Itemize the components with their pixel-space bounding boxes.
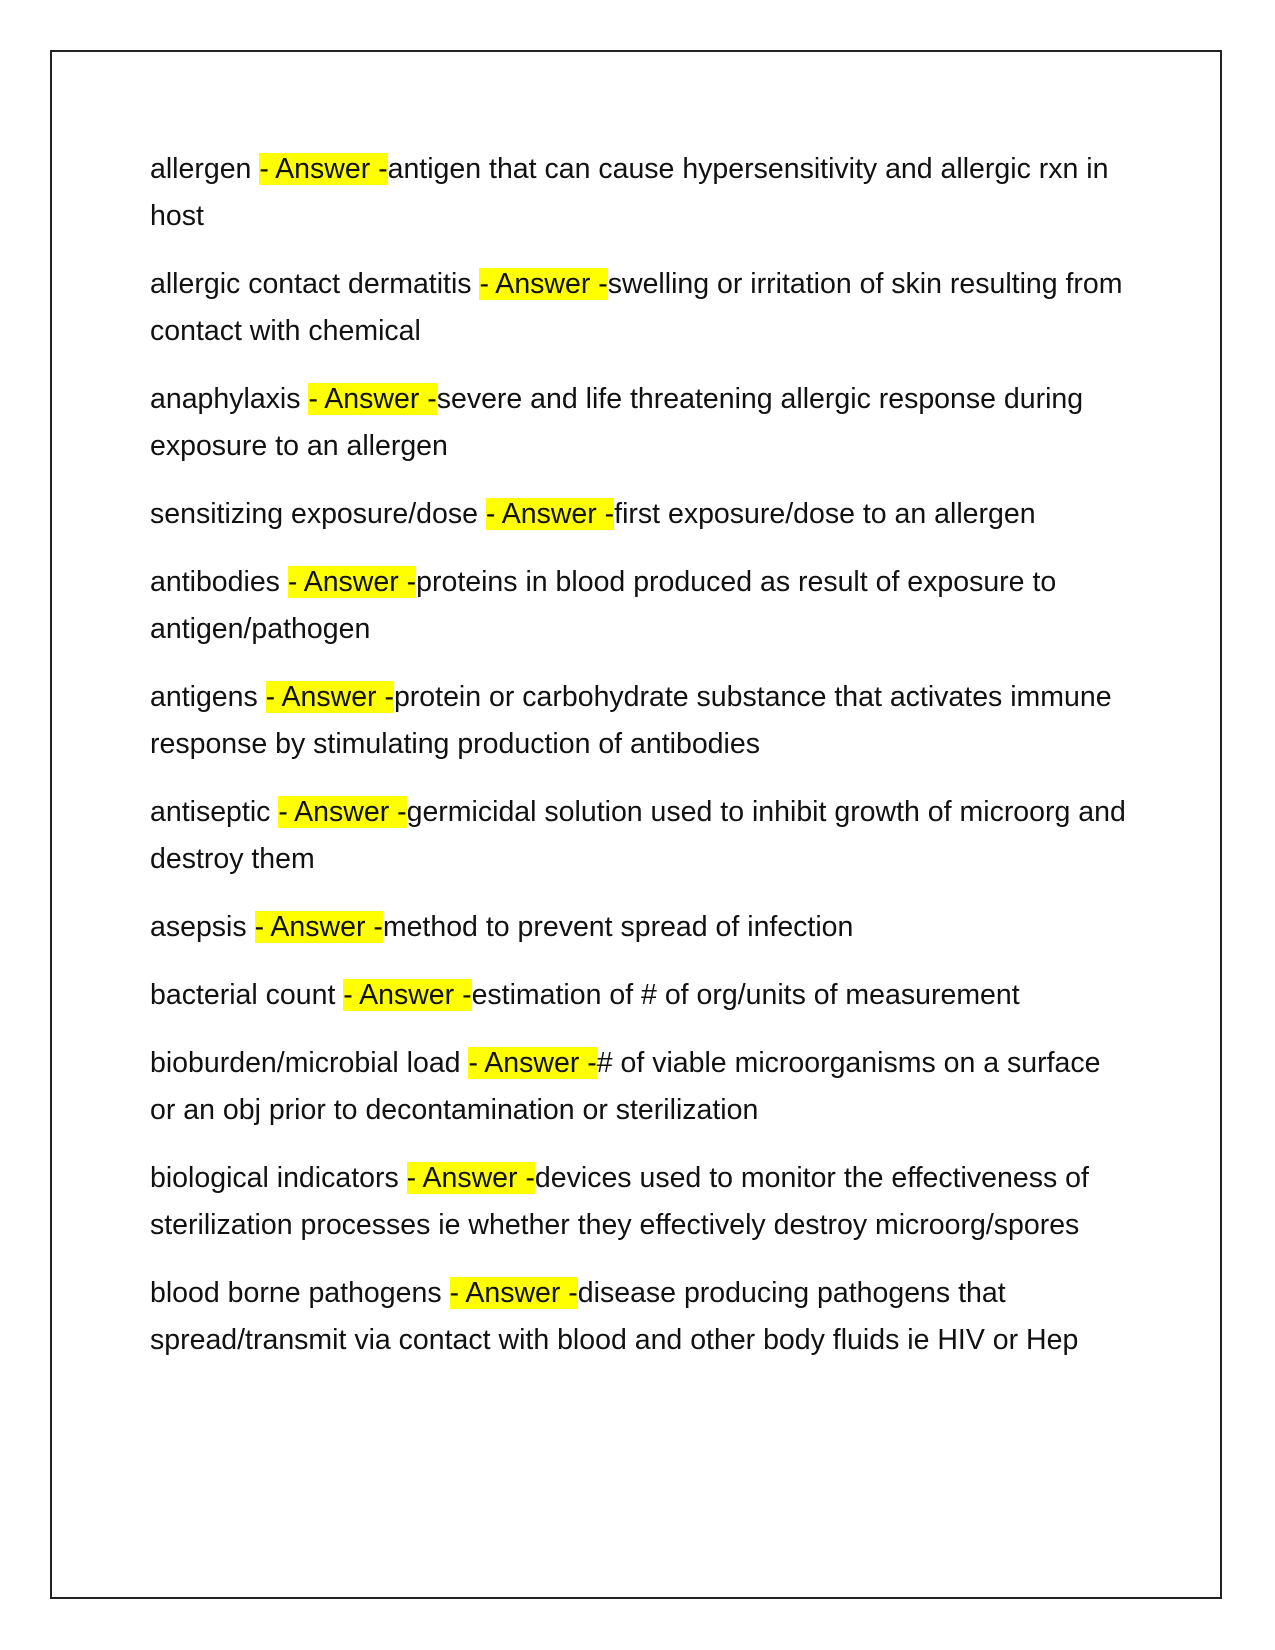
glossary-entry bbox=[150, 1040, 1130, 1134]
answer-separator: - Answer - bbox=[485, 498, 615, 530]
entry-term: blood borne pathogens bbox=[150, 1277, 450, 1309]
entry-definition: devices used to monitor the effectiveness of sterilization processes ie whether they effectively destroy microorg/spores bbox=[150, 1162, 1089, 1241]
glossary-entry bbox=[150, 559, 1130, 653]
glossary-entry bbox=[150, 376, 1130, 470]
entry-term: biological indicators bbox=[150, 1162, 407, 1194]
answer-separator: - Answer - bbox=[468, 1047, 597, 1079]
glossary-entry bbox=[150, 789, 1130, 883]
answer-separator: - Answer - bbox=[449, 1277, 578, 1309]
entry-definition: proteins in blood produced as result of exposure to antigen/pathogen bbox=[150, 566, 1057, 645]
entry-definition: # of viable microorganisms on a surface or an obj prior to decontamination or sterilization bbox=[150, 1047, 1101, 1126]
answer-separator: - Answer - bbox=[343, 979, 472, 1011]
glossary-list bbox=[150, 146, 1130, 1385]
glossary-entry bbox=[150, 674, 1130, 768]
answer-separator: - Answer - bbox=[278, 796, 407, 828]
entry-term: sensitizing exposure/dose bbox=[150, 498, 486, 530]
glossary-entry bbox=[150, 1270, 1130, 1364]
entry-term: antibodies bbox=[150, 566, 288, 598]
entry-term: antiseptic bbox=[150, 796, 279, 828]
glossary-entry bbox=[150, 972, 1130, 1019]
entry-definition: swelling or irritation of skin resulting from contact with chemical bbox=[150, 268, 1123, 347]
entry-term: allergic contact dermatitis bbox=[150, 268, 480, 300]
answer-separator: - Answer - bbox=[265, 681, 394, 713]
glossary-entry bbox=[150, 491, 1130, 538]
entry-definition: germicidal solution used to inhibit growth of microorg and destroy them bbox=[150, 796, 1126, 875]
answer-separator: - Answer - bbox=[259, 153, 388, 185]
entry-definition: method to prevent spread of infection bbox=[382, 911, 854, 943]
answer-separator: - Answer - bbox=[406, 1162, 535, 1194]
glossary-entry bbox=[150, 1155, 1130, 1249]
entry-term: anaphylaxis bbox=[150, 383, 309, 415]
entry-definition: estimation of # of org/units of measurement bbox=[471, 979, 1020, 1011]
entry-definition: severe and life threatening allergic response during exposure to an allergen bbox=[150, 383, 1084, 462]
glossary-entry bbox=[150, 904, 1130, 951]
answer-separator: - Answer - bbox=[287, 566, 417, 598]
entry-term: allergen bbox=[150, 153, 260, 185]
answer-separator: - Answer - bbox=[254, 911, 383, 943]
entry-term: antigens bbox=[150, 681, 266, 713]
entry-definition: protein or carbohydrate substance that activates immune response by stimulating production of antibodies bbox=[150, 681, 1112, 760]
entry-definition: antigen that can cause hypersensitivity and allergic rxn in host bbox=[150, 153, 1109, 232]
glossary-entry bbox=[150, 261, 1130, 355]
glossary-entry bbox=[150, 146, 1130, 240]
entry-definition: first exposure/dose to an allergen bbox=[614, 498, 1036, 530]
answer-separator: - Answer - bbox=[479, 268, 608, 300]
entry-term: bacterial count bbox=[150, 979, 344, 1011]
entry-term: bioburden/microbial load bbox=[150, 1047, 469, 1079]
entry-term: asepsis bbox=[150, 911, 255, 943]
entry-definition: disease producing pathogens that spread/transmit via contact with blood and other body fluids ie HIV or Hep bbox=[150, 1277, 1079, 1356]
answer-separator: - Answer - bbox=[308, 383, 437, 415]
